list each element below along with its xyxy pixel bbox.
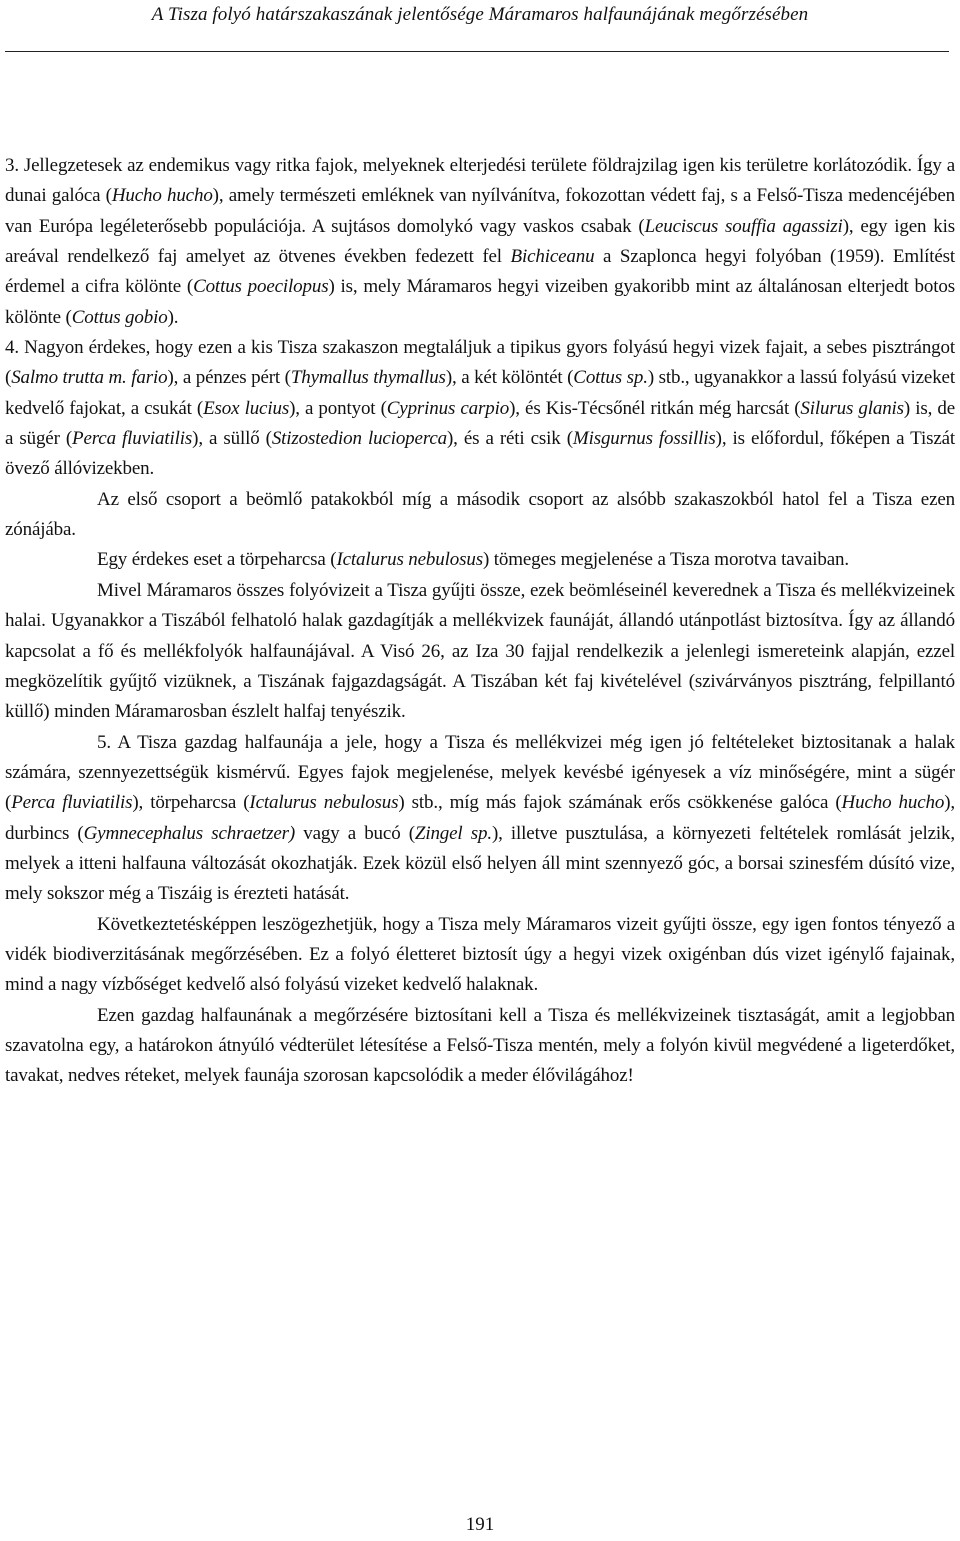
species-name: Perca fluviatilis — [11, 792, 133, 814]
species-name: Leuciscus souffia agassizi — [644, 215, 843, 237]
paragraph-5 — [5, 728, 955, 910]
species-name: Esox lucius — [203, 397, 290, 419]
text-run: ) stb., míg más fajok számának erős csökkenése galóca ( — [398, 792, 842, 814]
text-run: Következtetésképpen leszögezhetjük, hogy a Tisza mely Máramaros vizeit gyűjti össze, egy igen fontos tényező a vidék biodiverzitásának megőrzésében. Ez a folyó életteret biztosít úgy a hegyi vizek oxigénban dús vizet igénylő fajainak, mind a nagy vízbőséget kedvelő alsó folyású vizeket kedvelő halaknak. — [5, 913, 955, 996]
text-run: Mivel Máramaros összes folyóvizeit a Tisza gyűjti össze, ezek beömléseinél keverednek a Tisza és mellékvizeinek halai. Ugyanakkor a Tiszából felhatoló halak gazdagítják a mellékvizek faunáját, állandó utánpotlást biztosítva. Így az állandó kapcsolat a fő és mellékfolyók halfaunájával. A Visó 26, az Iza 30 fajjal rendelkezik a jelenlegi ismereteink alapján, ezzel megközelítik gyűjtő vizüknek, a Tiszának fajgazdagságát. A Tiszában két faj kivételével (szivárványos pisztráng, felpillantó küllő) minden Máramarosban észlelt halfaj tenyészik. — [5, 579, 955, 723]
text-run: a Szaplonca hegyi folyóban (1959). Említést érdemel a cifra kölönte ( — [5, 246, 955, 298]
species-name: Cyprinus carpio — [386, 397, 510, 419]
text-run: ), is előfordul, főképen a Tiszát övező állóvizekben. — [5, 428, 956, 480]
text-run: ), durbincs ( — [5, 792, 955, 844]
body-text — [5, 151, 955, 1092]
species-name: Hucho hucho — [111, 185, 213, 207]
species-name: Thymallus thymallus — [290, 367, 446, 389]
species-name: Salmo trutta m. fario — [11, 367, 168, 389]
text-run: ) tömeges megjelenése a Tisza morotva tavaiban. — [482, 549, 849, 571]
species-name: Ictalurus nebulosus — [336, 549, 483, 571]
text-run: Az első csoport a beömlő patakokból míg a második csoport az alsóbb szakaszokból hatol fel a Tisza ezen zónájába. — [5, 488, 955, 541]
text-run: Ezen gazdag halfaunának a megőrzésére biztosítani kell a Tisza és mellékvizeinek tisztaságát, amit a legjobban szavatolna egy, a határokon átnyúló védterület létesítése a Felső-Tisza mentén, mely a folyón kivül megvédené a ligeterdőket, tavakat, nedves réteket, melyek faunája szorosan kapcsolódik a meder élővilágához! — [5, 1004, 955, 1087]
text-run: ), egy igen kis areával rendelkező faj amelyet az ötvenes években fedezett fel — [5, 215, 955, 268]
text-run: ) is, de a sügér ( — [5, 397, 956, 450]
text-run: ), törpeharcsa ( — [132, 792, 250, 814]
paragraph-torpeharcsa — [5, 545, 955, 575]
header-rule — [5, 51, 949, 52]
text-run: 5. A Tisza gazdag halfaunája a jele, hogy a Tisza és mellékvizei még igen jó feltételeket biztositanak a halak számára, szennyezettségük kismérvű. Egyes fajok megjelenése, melyek kevésbé igényesek a víz minőségére, mint a sügér ( — [5, 731, 955, 814]
text-run: ), és a réti csik ( — [447, 428, 573, 450]
species-name: Ictalurus nebulosus — [249, 792, 399, 814]
text-run: 4. Nagyon érdekes, hogy ezen a kis Tisza szakaszon megtaláljuk a tipikus gyors folyású hegyi vizek fajait, a sebes pisztrángot ( — [5, 337, 955, 389]
species-name: Bichiceanu — [510, 246, 595, 268]
paragraph-conclusion — [5, 910, 955, 1001]
text-run: ), a pontyot ( — [289, 397, 387, 419]
running-header: A Tisza folyó határszakaszának jelentősége Máramaros halfaunájának megőrzésében — [151, 4, 809, 25]
paragraph-protection — [5, 1001, 955, 1092]
text-run: ), a pénzes pért ( — [167, 367, 291, 389]
text-run: ) is, mely Máramaros hegyi vizeiben gyakoribb mint az általánosan elterjedt botos kölönte ( — [5, 276, 955, 328]
species-name: Cottus sp. — [573, 367, 648, 389]
text-run: ), illetve pusztulása, a környezeti feltételek romlását jelzik, melyek a itteni halfauna változását okozhatják. Ezek közül első helyen áll mint szennyező góc, a borsai szinesfém dúsító vize, mely sokszor még a Tiszáig is érezteti hatását. — [5, 822, 955, 905]
page-number: 191 — [465, 1514, 495, 1535]
text-run: ), a két kölöntét ( — [445, 367, 574, 389]
species-name: Misgurnus fossillis — [572, 428, 716, 450]
text-run: ), és Kis-Técsőnél ritkán még harcsát ( — [509, 397, 801, 419]
species-name: Cottus gobio — [71, 306, 168, 328]
text-run: ), a süllő ( — [192, 428, 272, 450]
species-name: Cottus poecilopus — [193, 276, 329, 298]
paragraph-maramaros — [5, 576, 955, 728]
text-run: Egy érdekes eset a törpeharcsa ( — [97, 549, 337, 571]
text-run: ) stb., ugyanakkor a lassú folyású vizeket kedvelő fajokat, a csukát ( — [5, 367, 955, 419]
species-name: Silurus glanis — [800, 397, 904, 419]
species-name: Hucho hucho — [841, 792, 945, 814]
species-name: Perca fluviatilis — [72, 428, 193, 450]
text-run: ). — [167, 306, 179, 328]
text-run: 3. Jellegzetesek az endemikus vagy ritka fajok, melyeknek elterjedési területe földrajzilag igen kis területre korlátozódik. Így a dunai galóca ( — [5, 155, 955, 207]
paragraph-3 — [5, 151, 955, 333]
text-run: ), amely természeti emléknek van nyílvánítva, fokozottan védett faj, s a Felső-Tisza medencéjében van Európa legéleterősebb populációja. A sujtásos domolykó vagy vaskos csabak ( — [5, 185, 955, 237]
paragraph-groups — [5, 485, 955, 546]
species-name: Zingel sp. — [414, 822, 492, 844]
text-run: vagy a bucó ( — [295, 822, 415, 844]
paragraph-4 — [5, 333, 955, 485]
species-name: Gymnecephalus schraetzer) — [83, 822, 296, 844]
species-name: Stizostedion lucioperca — [271, 428, 447, 450]
